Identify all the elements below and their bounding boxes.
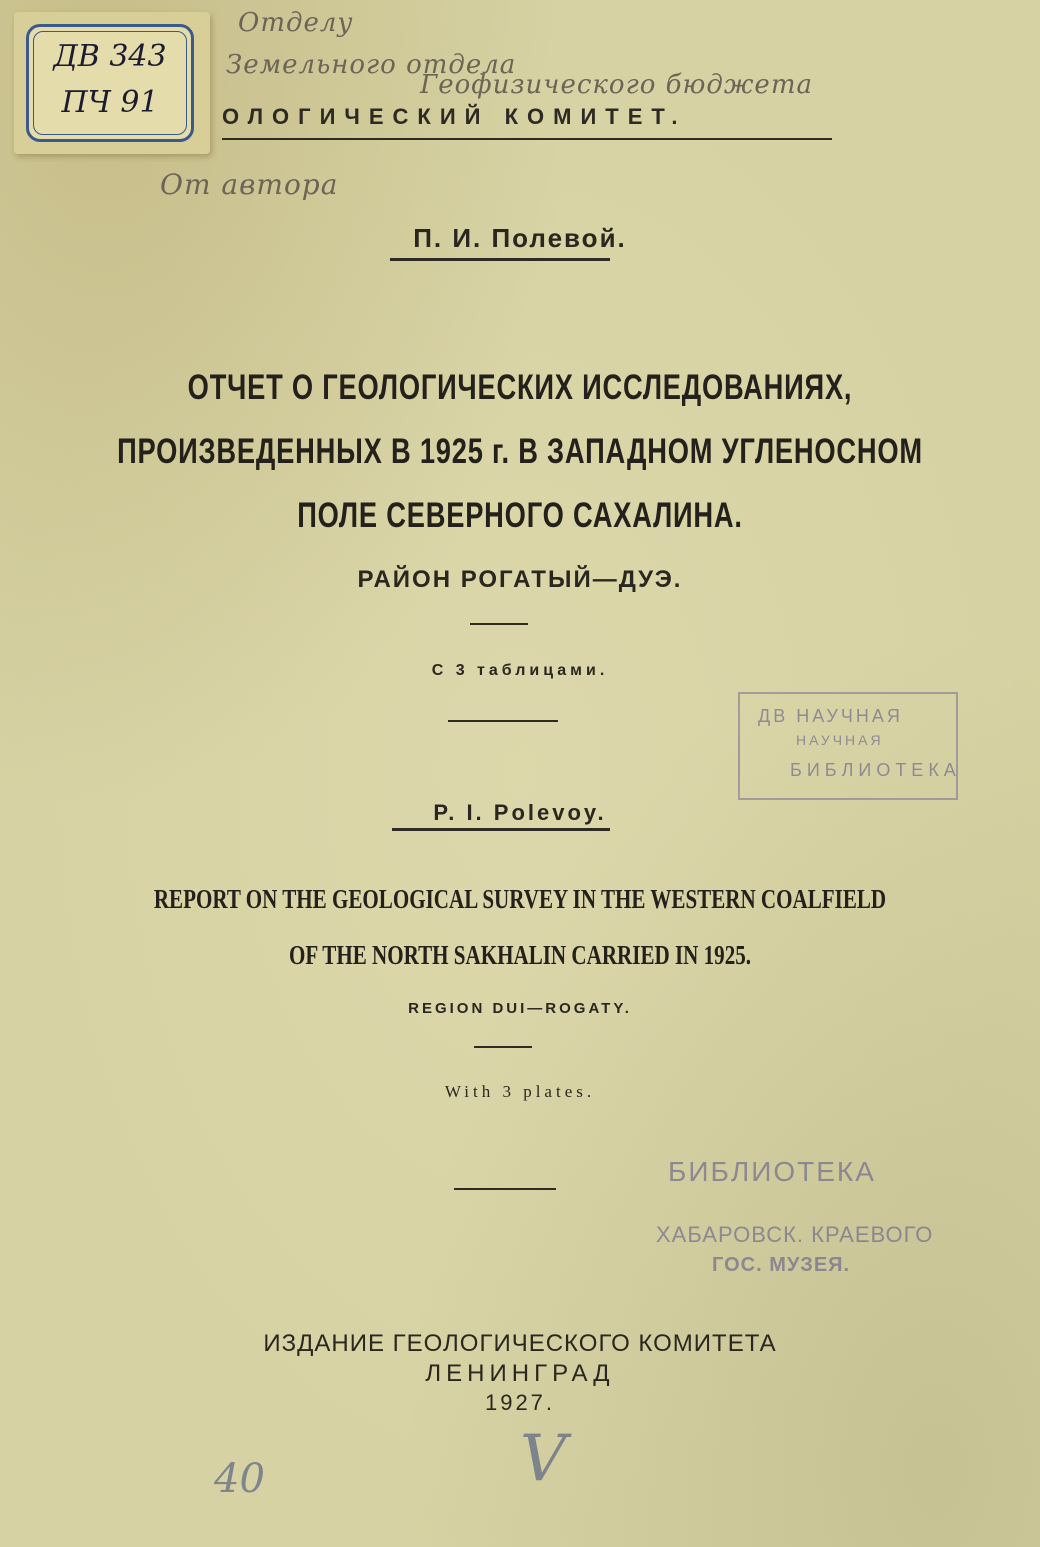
title-russian-line1: ОТЧЕТ О ГЕОЛОГИЧЕСКИХ ИССЛЕДОВАНИЯХ,: [187, 368, 853, 407]
handwritten-line4: От автора: [160, 168, 339, 201]
divider-4: [454, 1188, 556, 1190]
title-russian-line3: ПОЛЕ СЕВЕРНОГО САХАЛИНА.: [297, 496, 743, 535]
museum-stamp-line3: ГОС. МУЗЕЯ.: [712, 1254, 851, 1276]
pencil-page-number: 40: [214, 1456, 265, 1502]
imprint-year: 1927.: [484, 1390, 556, 1415]
imprint-publisher: ИЗДАНИЕ ГЕОЛОГИЧЕСКОГО КОМИТЕТА: [263, 1330, 777, 1357]
shelf-code-line2: ПЧ 91: [61, 85, 159, 120]
committee-header: ОЛОГИЧЕСКИЙ КОМИТЕТ.: [222, 104, 687, 129]
museum-stamp-line1: БИБЛИОТЕКА: [668, 1156, 876, 1187]
shelf-code-line1: ДВ 343: [53, 39, 167, 74]
library-stamp-line3: БИБЛИОТЕКА: [790, 760, 961, 780]
author-english: P. I. Polevoy.: [433, 800, 607, 825]
author-russian: П. И. Полевой.: [413, 223, 627, 253]
museum-stamp-line2: ХАБАРОВСК. КРАЕВОГО: [656, 1222, 934, 1247]
committee-rule: [222, 138, 832, 140]
library-stamp-line1: ДВ НАУЧНАЯ: [758, 706, 903, 726]
title-english-line2: OF THE NORTH SAKHALIN CARRIED IN 1925.: [288, 940, 752, 970]
shelf-label-frame: [26, 24, 194, 142]
pencil-check-mark: V: [520, 1422, 567, 1496]
region-english: REGION DUI—ROGATY.: [408, 1000, 632, 1017]
plates-russian: С 3 таблицами.: [431, 662, 609, 679]
library-stamp-line2: НАУЧНАЯ: [796, 732, 884, 748]
library-stamp: [738, 692, 961, 800]
handwritten-line3: Геофизического бюджета: [420, 70, 813, 100]
title-english-line1: REPORT ON THE GEOLOGICAL SURVEY IN THE WESTERN COALFIELD: [153, 884, 887, 914]
divider-2: [448, 720, 558, 722]
author-english-rule: [392, 828, 610, 831]
title-russian-line2: ПРОИЗВЕДЕННЫХ В 1925 г. В ЗАПАДНОМ УГЛЕНОСНОМ: [117, 432, 923, 471]
divider-1: [470, 623, 528, 625]
region-russian: РАЙОН РОГАТЫЙ—ДУЭ.: [357, 566, 683, 593]
imprint-city: ЛЕНИНГРАД: [425, 1360, 615, 1387]
handwritten-line2: Земельного отдела: [226, 50, 517, 80]
shelf-label: [14, 12, 210, 154]
divider-3: [474, 1046, 532, 1048]
plates-english: With 3 plates.: [444, 1082, 596, 1101]
author-russian-rule: [390, 258, 610, 261]
handwritten-line1: Отделу: [238, 8, 354, 38]
